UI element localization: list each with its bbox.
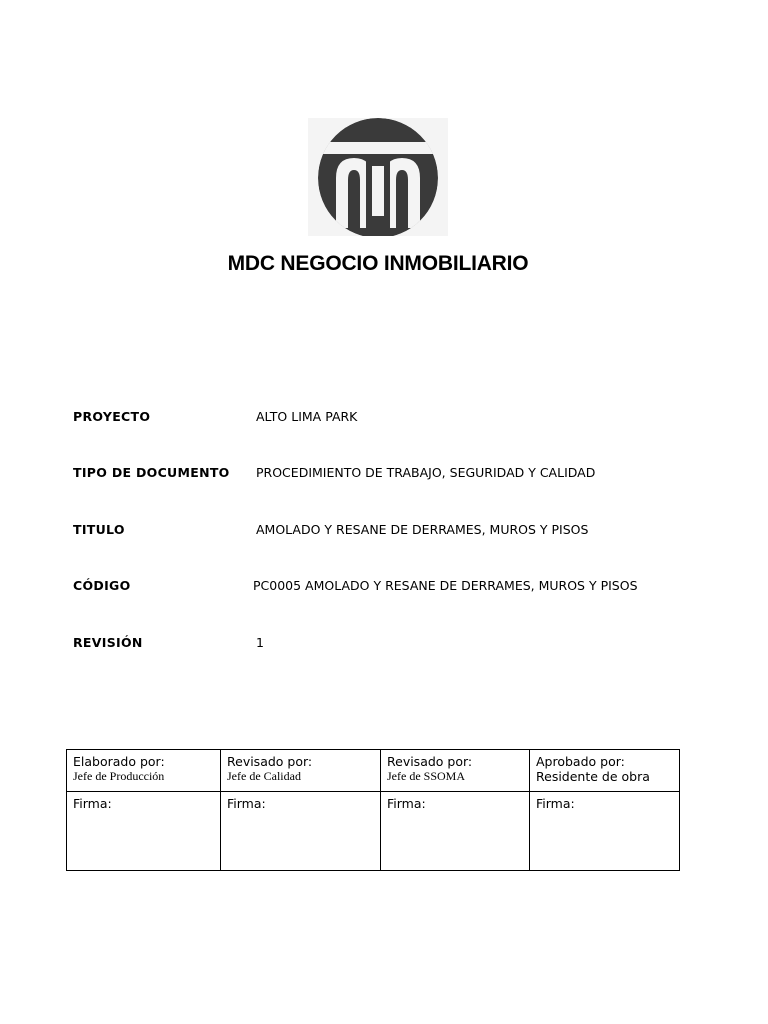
company-name: MDC NEGOCIO INMOBILIARIO (227, 252, 529, 275)
signature-header-row (67, 750, 680, 792)
signature-role: Residente de obra (536, 769, 650, 784)
field-value: PROCEDIMIENTO DE TRABAJO, SEGURIDAD Y CALIDAD (256, 465, 596, 480)
signature-cell-reviewed-ssoma (381, 750, 530, 792)
sign-label: Firma: (536, 796, 575, 811)
mdc-logo-icon (308, 118, 448, 236)
signature-cell-prepared (67, 750, 221, 792)
field-label: CÓDIGO (73, 578, 131, 593)
signature-header: Revisado por: (227, 754, 313, 769)
field-label: REVISIÓN (73, 635, 143, 650)
field-value: PC0005 AMOLADO Y RESANE DE DERRAMES, MUROS Y PISOS (253, 578, 638, 593)
signature-sign-box (381, 792, 530, 871)
field-label: PROYECTO (73, 409, 151, 424)
sign-label: Firma: (73, 796, 112, 811)
signature-sign-box (221, 792, 381, 871)
signature-table (66, 749, 680, 871)
signature-role: Jefe de SSOMA (387, 769, 465, 783)
signature-role: Jefe de Calidad (227, 769, 301, 783)
signature-role: Jefe de Producción (73, 769, 165, 783)
sign-label: Firma: (387, 796, 426, 811)
signature-sign-row (67, 792, 680, 871)
field-label: TITULO (73, 522, 125, 537)
signature-header: Elaborado por: (73, 754, 165, 769)
signature-sign-box (67, 792, 221, 871)
signature-header: Aprobado por: (536, 754, 625, 769)
field-value: AMOLADO Y RESANE DE DERRAMES, MUROS Y PISOS (256, 522, 589, 537)
field-value: ALTO LIMA PARK (256, 409, 358, 424)
signature-header: Revisado por: (387, 754, 473, 769)
field-value: 1 (256, 635, 264, 650)
field-label: TIPO DE DOCUMENTO (73, 465, 230, 480)
signature-cell-reviewed-quality (221, 750, 381, 792)
company-logo (308, 118, 448, 236)
signature-sign-box (530, 792, 680, 871)
sign-label: Firma: (227, 796, 266, 811)
signature-cell-approved (530, 750, 680, 792)
